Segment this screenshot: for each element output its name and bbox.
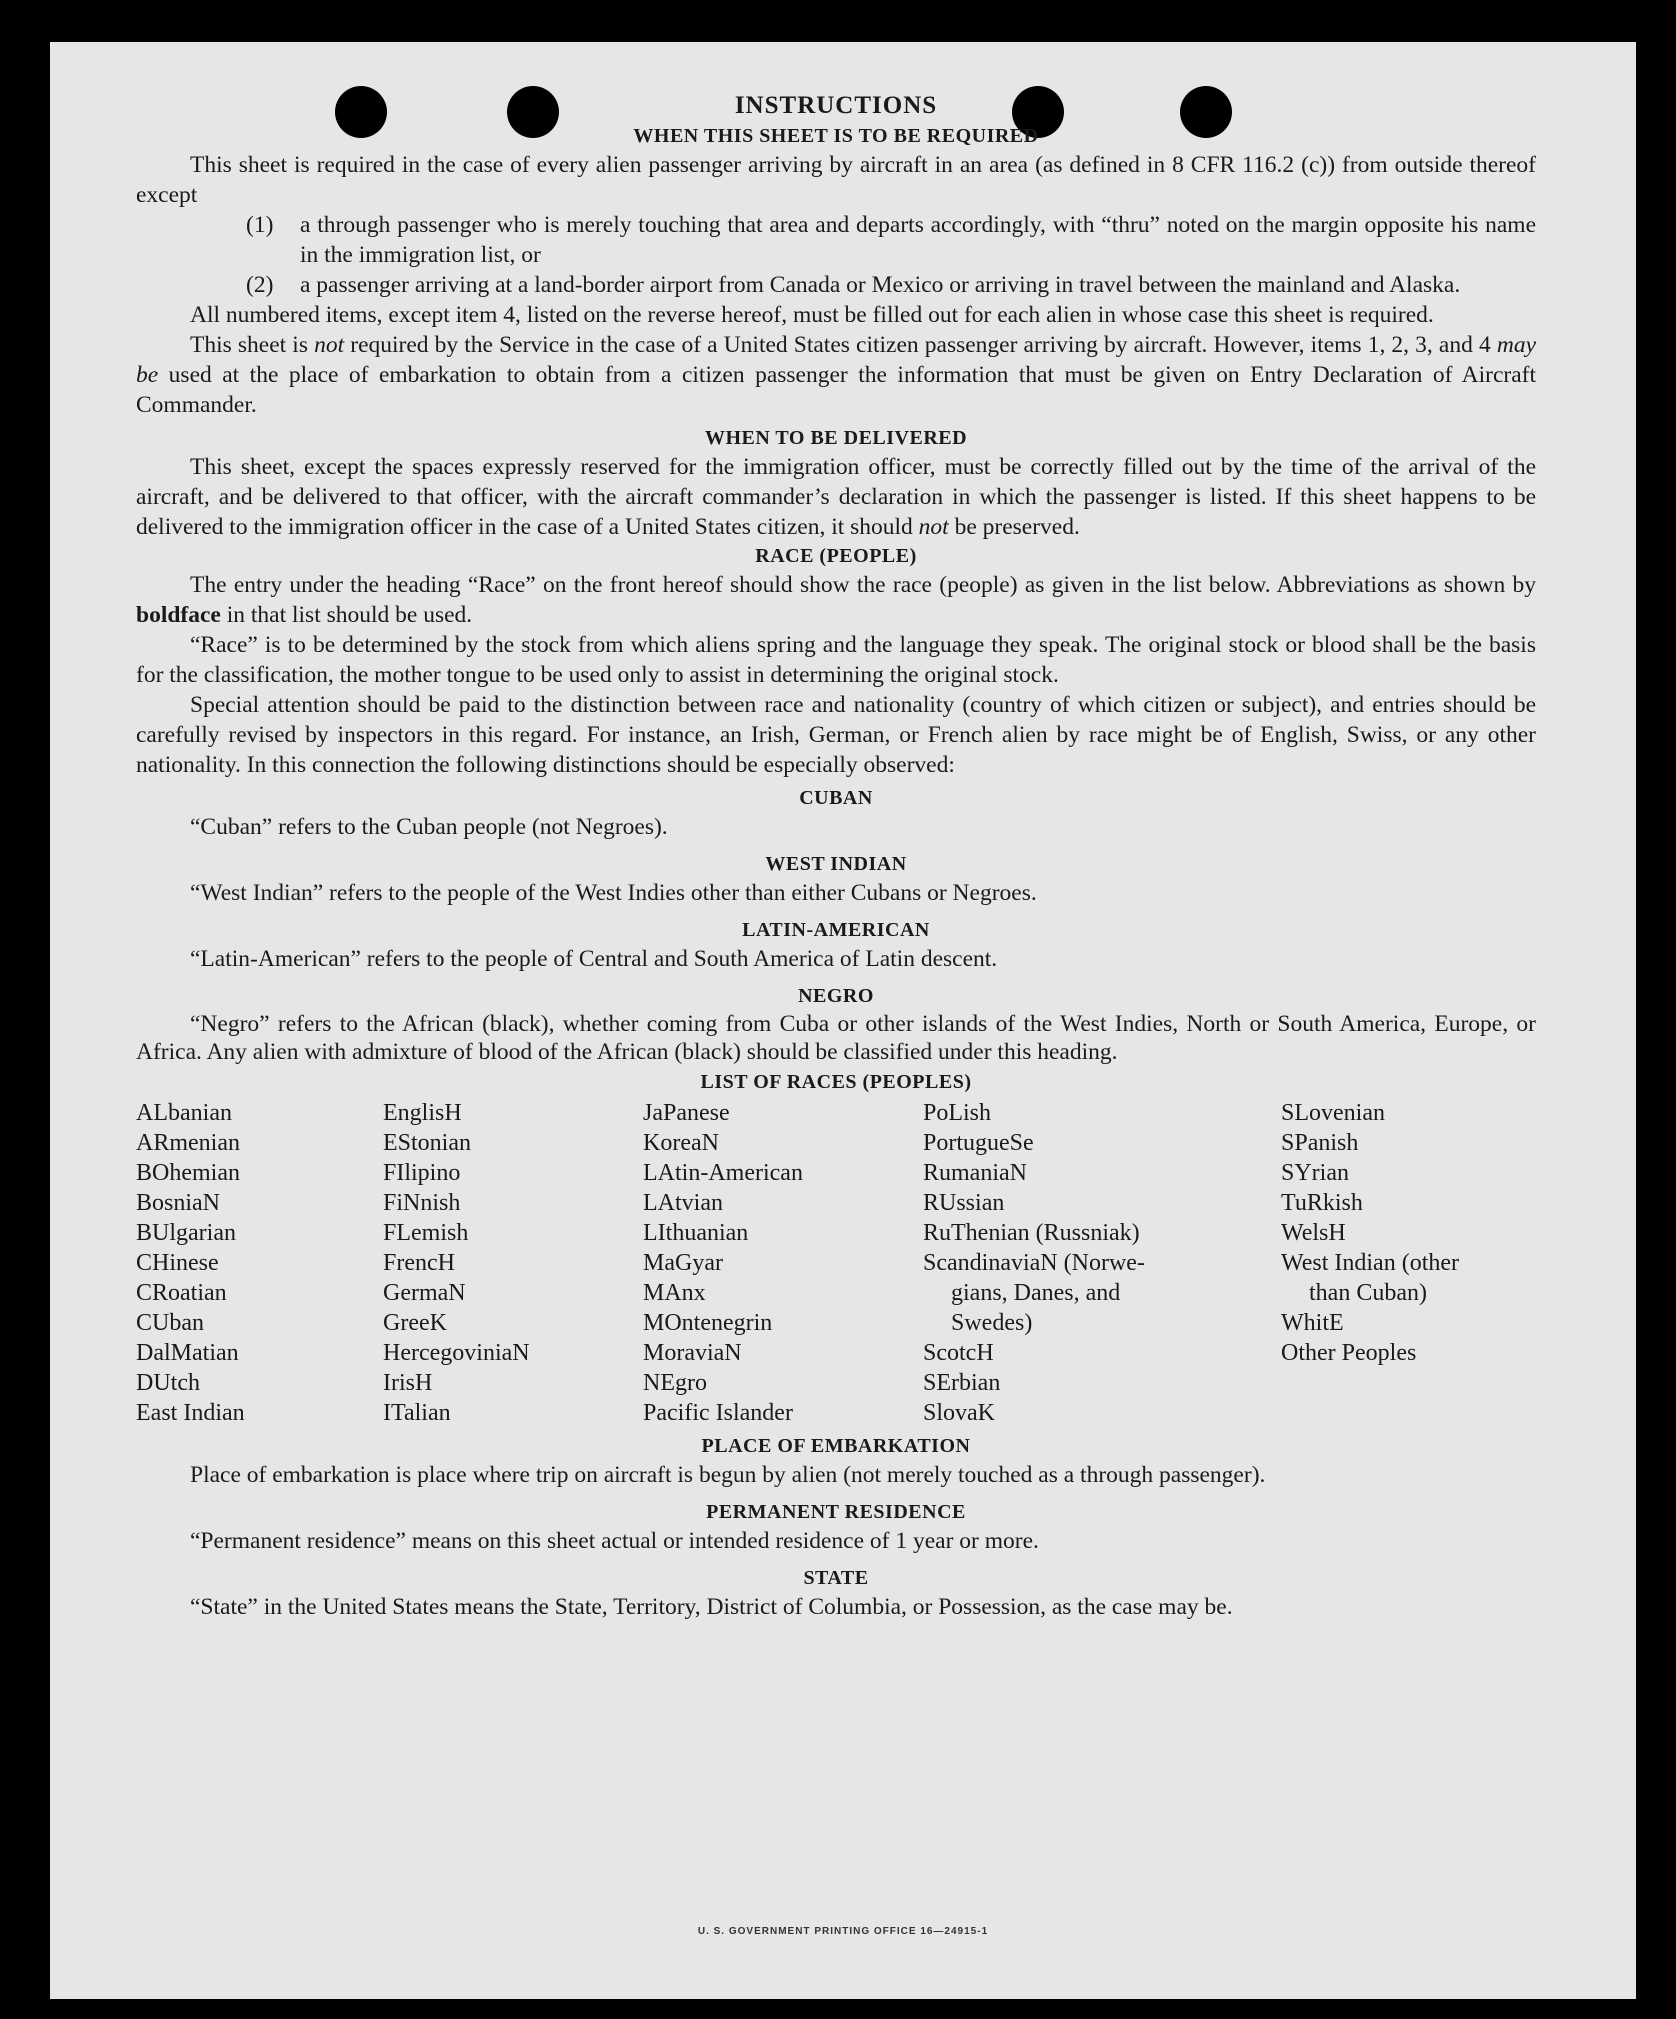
- race-entry: JaPanese: [643, 1100, 730, 1126]
- race-entry: LAtin-American: [643, 1160, 803, 1186]
- race-entry: than Cuban): [1309, 1280, 1427, 1306]
- race-entry: MoraviaN: [643, 1340, 742, 1366]
- item-text: a through passenger who is merely touching that area and departs accordingly, with “thru” noted on the margin opposite his name in the immigration list, or: [300, 212, 1536, 268]
- race-entry: EStonian: [383, 1130, 471, 1156]
- race-paragraph-3: Special attention should be paid to the distinction between race and nationality (country of which citizen or subject), and entries should be carefully revised by inspectors in this regard. For instance, an Irish, German, or French alien by race might be of English, Swiss, or any other nationality. In this connection the following distinctions should be especially observed:: [136, 692, 1536, 778]
- exception-item-1: [136, 210, 1536, 270]
- section-heading-west-indian: WEST INDIAN: [765, 853, 907, 875]
- race-entry: MOntenegrin: [643, 1310, 773, 1336]
- state-definition: “State” in the United States means the State, Territory, District of Columbia, or Possession, as the case may be.: [190, 1594, 1233, 1620]
- race-entry: DUtch: [136, 1370, 200, 1396]
- race-entry: ScotcH: [923, 1340, 994, 1366]
- race-paragraph-1: The entry under the heading “Race” on the front hereof should show the race (people) as given in the list below. Abbreviations as shown by boldface in that list should be used.: [136, 572, 1536, 628]
- numbered-items-paragraph: All numbered items, except item 4, listed on the reverse hereof, must be filled out for each alien in whose case this sheet is required.: [190, 302, 1434, 328]
- latin-american-definition: “Latin-American” refers to the people of Central and South America of Latin descent.: [190, 946, 998, 972]
- race-paragraph-2: “Race” is to be determined by the stock from which aliens spring and the language they speak. The original stock or blood shall be the basis for the classification, the mother tongue to be used only to assist in determining the original stock.: [136, 632, 1536, 688]
- west-indian-definition: “West Indian” refers to the people of the West Indies other than either Cubans or Negroes.: [190, 880, 1037, 906]
- race-entry: WelsH: [1281, 1220, 1346, 1246]
- race-entry: FiNnish: [383, 1190, 461, 1216]
- item-text: a passenger arriving at a land-border airport from Canada or Mexico or arriving in travel between the mainland and Alaska.: [300, 272, 1461, 298]
- race-entry: DalMatian: [136, 1340, 239, 1366]
- printer-imprint: U. S. GOVERNMENT PRINTING OFFICE 16—24915-1: [697, 1926, 989, 1937]
- race-entry: SlovaK: [923, 1400, 995, 1426]
- race-entry: CUban: [136, 1310, 204, 1336]
- section-heading-race-list: LIST OF RACES (PEOPLES): [700, 1071, 972, 1093]
- race-entry: TuRkish: [1281, 1190, 1363, 1216]
- section-heading-negro: NEGRO: [798, 985, 874, 1007]
- section-heading-required: WHEN THIS SHEET IS TO BE REQUIRED: [633, 125, 1039, 147]
- residence-definition: “Permanent residence” means on this sheet actual or intended residence of 1 year or more.: [190, 1528, 1039, 1554]
- exception-item-2: [136, 270, 1536, 300]
- cuban-definition: “Cuban” refers to the Cuban people (not Negroes).: [190, 814, 668, 840]
- race-entry: East Indian: [136, 1400, 245, 1426]
- section-heading-delivered: WHEN TO BE DELIVERED: [704, 427, 968, 449]
- race-entry: GreeK: [383, 1310, 447, 1336]
- race-entry: BosniaN: [136, 1190, 220, 1216]
- race-list-column-4: [923, 1098, 1281, 1428]
- section-heading-state: STATE: [803, 1567, 869, 1589]
- race-entry: SYrian: [1281, 1160, 1349, 1186]
- race-entry: EnglisH: [383, 1100, 462, 1126]
- race-entry: Other Peoples: [1281, 1340, 1417, 1366]
- negro-definition: “Negro” refers to the African (black), whether coming from Cuba or other islands of the West Indies, North or South America, Europe, or Africa. Any alien with admixture of blood of the African (black) should be classified under this heading.: [136, 1011, 1536, 1065]
- item-number: (1): [246, 212, 274, 238]
- page-title: INSTRUCTIONS: [734, 92, 938, 119]
- document-body: [136, 90, 1536, 1622]
- embarkation-definition: Place of embarkation is place where trip on aircraft is begun by alien (not merely touched as a through passenger).: [190, 1462, 1266, 1488]
- citizen-paragraph: This sheet is not required by the Service in the case of a United States citizen passenger arriving by aircraft. However, items 1, 2, 3, and 4 may be used at the place of embarkation to obtain from a citizen passenger the information that must be given on Entry Declaration of Aircraft Commander.: [136, 332, 1536, 418]
- race-entry: IrisH: [383, 1370, 433, 1396]
- delivered-paragraph: This sheet, except the spaces expressly reserved for the immigration officer, must be correctly filled out by the time of the arrival of the aircraft, and be delivered to that officer, with the aircraft commander’s declaration in which the passenger is listed. If this sheet happens to be delivered to the immigration officer in the case of a United States citizen, it should not be preserved.: [136, 454, 1536, 540]
- section-heading-latin-american: LATIN-AMERICAN: [742, 919, 930, 941]
- race-list-column-1: [136, 1098, 383, 1428]
- race-entry: PortugueSe: [923, 1130, 1034, 1156]
- race-entry: MaGyar: [643, 1250, 723, 1276]
- race-entry: CHinese: [136, 1250, 219, 1276]
- race-entry: RumaniaN: [923, 1160, 1027, 1186]
- race-entry: WhitE: [1281, 1310, 1344, 1336]
- race-entry: CRoatian: [136, 1280, 227, 1306]
- item-number: (2): [246, 272, 274, 298]
- section-heading-residence: PERMANENT RESIDENCE: [706, 1501, 966, 1523]
- race-entry: MAnx: [643, 1280, 706, 1306]
- section-heading-race: RACE (PEOPLE): [755, 545, 917, 567]
- required-intro: This sheet is required in the case of every alien passenger arriving by aircraft in an area (as defined in 8 CFR 116.2 (c)) from outside thereof except: [136, 152, 1536, 208]
- race-entry: GermaN: [383, 1280, 466, 1306]
- race-entry: West Indian (other: [1281, 1250, 1460, 1276]
- race-entry: SErbian: [923, 1370, 1001, 1396]
- race-entry: SPanish: [1281, 1130, 1359, 1156]
- race-entry: HercegoviniaN: [383, 1340, 530, 1366]
- race-list-column-3: [643, 1098, 923, 1428]
- race-entry: LIthuanian: [643, 1220, 749, 1246]
- race-list: [136, 1098, 1536, 1428]
- race-entry: BUlgarian: [136, 1220, 236, 1246]
- race-entry: Pacific Islander: [643, 1400, 793, 1426]
- section-heading-embarkation: PLACE OF EMBARKATION: [701, 1435, 971, 1457]
- race-entry: ALbanian: [136, 1100, 232, 1126]
- race-entry: ARmenian: [136, 1130, 240, 1156]
- race-entry: PoLish: [923, 1100, 992, 1126]
- race-entry: BOhemian: [136, 1160, 240, 1186]
- race-entry: RUssian: [923, 1190, 1005, 1216]
- race-list-column-5: [1281, 1098, 1531, 1428]
- race-entry: FLemish: [383, 1220, 469, 1246]
- race-entry: FrencH: [383, 1250, 455, 1276]
- race-entry: SLovenian: [1281, 1100, 1385, 1126]
- race-entry: gians, Danes, and: [951, 1280, 1121, 1306]
- section-heading-cuban: CUBAN: [799, 787, 873, 809]
- race-entry: ScandinaviaN (Norwe-: [923, 1250, 1145, 1276]
- race-list-column-2: [383, 1098, 643, 1428]
- race-entry: NEgro: [643, 1370, 707, 1396]
- race-entry: FIlipino: [383, 1160, 461, 1186]
- race-entry: RuThenian (Russniak): [923, 1220, 1140, 1246]
- document-sheet: [50, 42, 1636, 1999]
- race-entry: Swedes): [951, 1310, 1033, 1336]
- race-entry: LAtvian: [643, 1190, 723, 1216]
- race-entry: KoreaN: [643, 1130, 719, 1156]
- race-entry: ITalian: [383, 1400, 451, 1426]
